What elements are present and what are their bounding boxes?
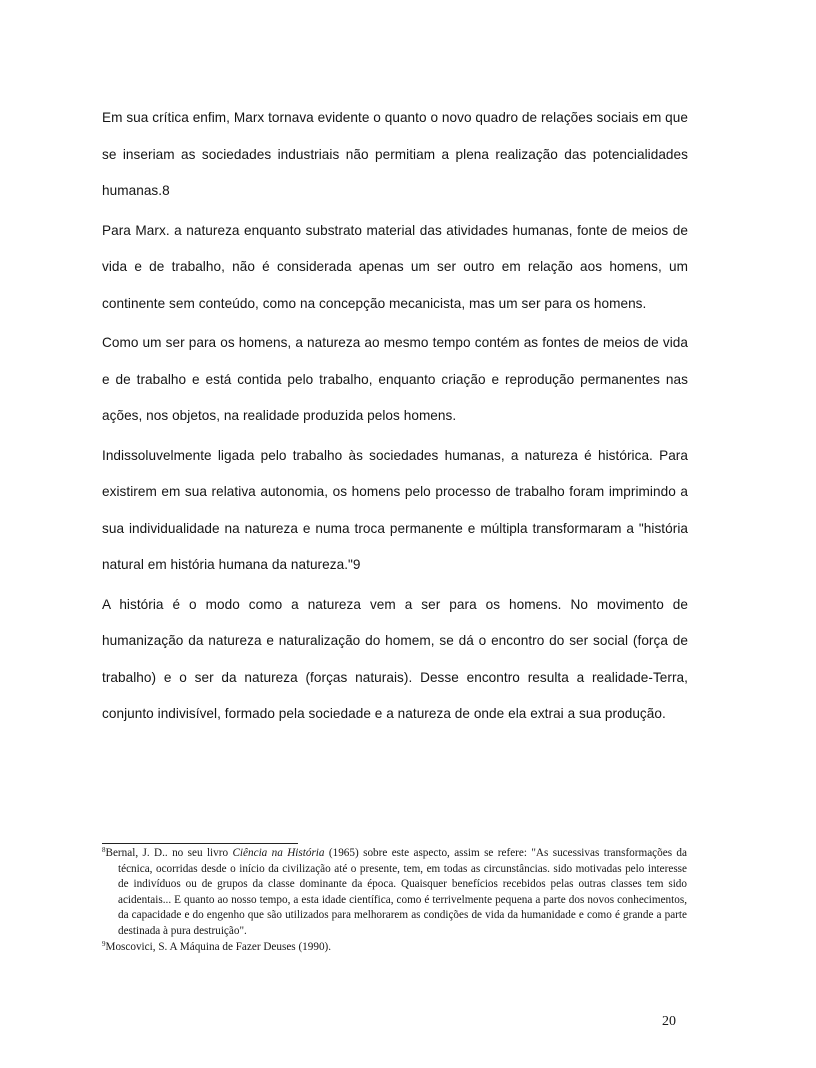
paragraph-1: Em sua crítica enfim, Marx tornava evidente o quanto o novo quadro de relações sociais em que se inseriam as sociedades industriais não permitiam a plena realização das potencialidades humanas.8 [102,110,688,198]
footnotes [102,846,687,955]
footnote-9 [102,940,687,956]
footnote-8-author: Bernal, J. D.. no seu livro [105,847,233,859]
footnote-8 [102,846,687,940]
footnote-9-marker: 9 [102,939,106,948]
footnote-8-book-title: Ciência na História [232,847,325,859]
paragraph-5: A história é o modo como a natureza vem a ser para os homens. No movimento de humanização da natureza e naturalização do homem, se dá o encontro do ser social (força de trabalho) e o ser da natureza (forças naturais). Desse encontro resulta a realidade-Terra, conjunto indivisível, formado pela sociedade e a natureza de onde ela extrai a sua produção. [102,596,688,721]
paragraph-3: Como um ser para os homens, a natureza ao mesmo tempo contém as fontes de meios de vida e de trabalho e está contida pelo trabalho, enquanto criação e reprodução permanentes nas ações, nos objetos, na realidade produzida pelos homens. [102,335,688,423]
body-text [102,100,688,736]
paragraph-4: Indissoluvelmente ligada pelo trabalho às sociedades humanas, a natureza é histórica. Para existirem em sua relativa autonomia, os homens pelo processo de trabalho foram imprimindo a sua individualidade na natureza e numa troca permanente e múltipla transformaram a "história natural em história humana da natureza."9 [102,447,688,572]
page-number: 20 [662,1014,676,1029]
footnote-8-marker: 8 [102,846,106,854]
footnote-separator [102,843,298,844]
footnote-9-text: Moscovici, S. A Máquina de Fazer Deuses (1990). [105,940,332,953]
paragraph-2: Para Marx. a natureza enquanto substrato material das atividades humanas, fonte de meios de vida e de trabalho, não é considerada apenas um ser outro em relação aos homens, um continente sem conteúdo, como na concepção mecanicista, mas um ser para os homens. [102,222,688,311]
footnote-8-quote: (1965) sobre este aspecto, assim se refere: "As sucessivas transformações da técnica, ocorridas desde o início da civilização até o presente, tem, em todas as circunstâncias. sido motivadas pelo interesse de indivíduos ou de grupos da classe dominante da época. Quaisquer benefícios recebidos pelas outras classes tem sido acidentais... E quanto ao nosso tempo, a esta idade científica, como é terrivelmente pequena a parte dos novos conhecimentos, da capacidade e do engenho que são utilizados para melhorarem as condições de vida da humanidade e como é grande a parte destinada à pura destruição". [118,847,687,937]
